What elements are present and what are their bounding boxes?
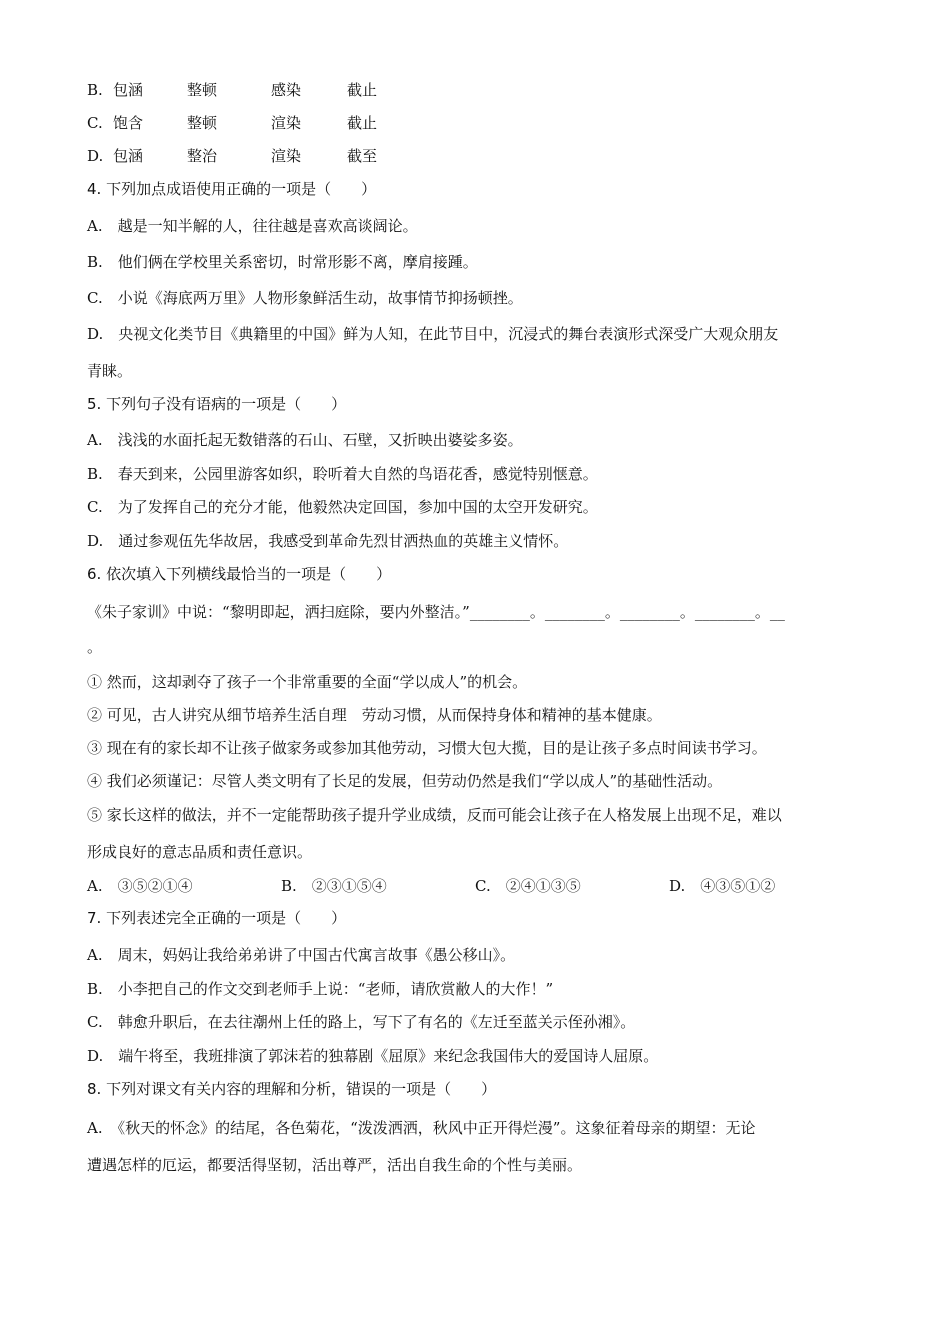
- q7-option-c: C. 韩愈升职后，在去往潮州上任的路上，写下了有名的《左迁至蓝关示侄孙湘》。: [87, 1013, 636, 1031]
- q7-stem: 7. 下列表述完全正确的一项是（ ）: [87, 909, 347, 927]
- q6-option-d: D. ④③⑤①②: [669, 877, 776, 895]
- q6-sentence-1: ① 然而，这却剥夺了孩子一个非常重要的全面“学以成人”的机会。: [87, 673, 528, 691]
- q4-option-c: C. 小说《海底两万里》人物形象鲜活生动，故事情节抑扬顿挫。: [87, 289, 523, 307]
- q4-option-a: A. 越是一知半解的人，往往越是喜欢高谈阔论。: [87, 217, 418, 235]
- option-word: 感染: [271, 81, 302, 99]
- q5-option-d: D. 通过参观伍先华故居，我感受到革命先烈甘洒热血的英雄主义情怀。: [87, 532, 569, 550]
- option-word: 包涵: [113, 147, 144, 165]
- q6-option-c: C. ②④①③⑤: [475, 877, 581, 895]
- option-word: 截止: [347, 81, 378, 99]
- q7-option-b: B. 小李把自己的作文交到老师手上说：“老师，请欣赏敝人的大作！”: [87, 980, 554, 998]
- option-word: 整顿: [187, 81, 218, 99]
- q4-option-d-cont: 青睐。: [87, 362, 133, 380]
- q3-option-d: [87, 146, 377, 166]
- q4-option-d: D. 央视文化类节目《典籍里的中国》鲜为人知，在此节目中，沉浸式的舞台表演形式深受广大观众朋友: [87, 325, 779, 343]
- option-letter: D.: [87, 147, 104, 165]
- q8-option-a-cont: 遭遇怎样的厄运，都要活得坚韧，活出尊严，活出自我生命的个性与美丽。: [87, 1156, 583, 1174]
- option-word: 截止: [347, 114, 378, 132]
- q8-stem: 8. 下列对课文有关内容的理解和分析，错误的一项是（ ）: [87, 1080, 497, 1098]
- option-word: 整顿: [187, 114, 218, 132]
- q6-quote-end: 。: [87, 638, 103, 656]
- q6-options: [87, 876, 775, 896]
- option-word: 渲染: [271, 147, 302, 165]
- q5-option-c: C. 为了发挥自己的充分才能，他毅然决定回国，参加中国的太空开发研究。: [87, 498, 598, 516]
- q6-stem: 6. 依次填入下列横线最恰当的一项是（ ）: [87, 565, 392, 583]
- option-word: 饱含: [113, 114, 144, 132]
- q6-sentence-2: ② 可见，古人讲究从细节培养生活自理 劳动习惯，从而保持身体和精神的基本健康。: [87, 706, 662, 724]
- q6-sentence-4: ④ 我们必须谨记：尽管人类文明有了长足的发展，但劳动仍然是我们“学以成人”的基础性活动。: [87, 772, 723, 790]
- q6-option-b: B. ②③①⑤④: [281, 877, 387, 895]
- option-letter: C.: [87, 114, 103, 132]
- option-word: 渲染: [271, 114, 302, 132]
- q6-sentence-5-cont: 形成良好的意志品质和责任意识。: [87, 843, 313, 861]
- option-word: 整治: [187, 147, 218, 165]
- q7-option-d: D. 端午将至，我班排演了郭沫若的独幕剧《屈原》来纪念我国伟大的爱国诗人屈原。: [87, 1047, 659, 1065]
- q4-stem: 4. 下列加点成语使用正确的一项是（ ）: [87, 180, 377, 198]
- q5-option-a: A. 浅浅的水面托起无数错落的石山、石壁，又折映出婆娑多姿。: [87, 431, 523, 449]
- q8-option-a: A. 《秋天的怀念》的结尾，各色菊花，“泼泼洒洒，秋风中正开得烂漫”。这象征着母亲的期望：无论: [87, 1119, 756, 1137]
- option-word: 包涵: [113, 81, 144, 99]
- q6-sentence-5: ⑤ 家长这样的做法，并不一定能帮助孩子提升学业成绩，反而可能会让孩子在人格发展上出现不足，难以: [87, 806, 782, 824]
- q3-option-b: [87, 80, 377, 100]
- q4-option-b: B. 他们俩在学校里关系密切，时常形影不离，摩肩接踵。: [87, 253, 478, 271]
- q6-sentence-3: ③ 现在有的家长却不让孩子做家务或参加其他劳动，习惯大包大揽，目的是让孩子多点时间读书学习。: [87, 739, 767, 757]
- q6-quote: 《朱子家训》中说：“黎明即起，洒扫庭除，要内外整洁。”________。________。________。________。__: [87, 603, 785, 621]
- q5-option-b: B. 春天到来，公园里游客如织，聆听着大自然的鸟语花香，感觉特别惬意。: [87, 465, 598, 483]
- q7-option-a: A. 周末，妈妈让我给弟弟讲了中国古代寓言故事《愚公移山》。: [87, 946, 516, 964]
- option-letter: B.: [87, 81, 103, 99]
- q6-option-a: A. ③⑤②①④: [87, 877, 193, 895]
- q3-option-c: [87, 113, 377, 133]
- q5-stem: 5. 下列句子没有语病的一项是（ ）: [87, 395, 347, 413]
- option-word: 截至: [347, 147, 378, 165]
